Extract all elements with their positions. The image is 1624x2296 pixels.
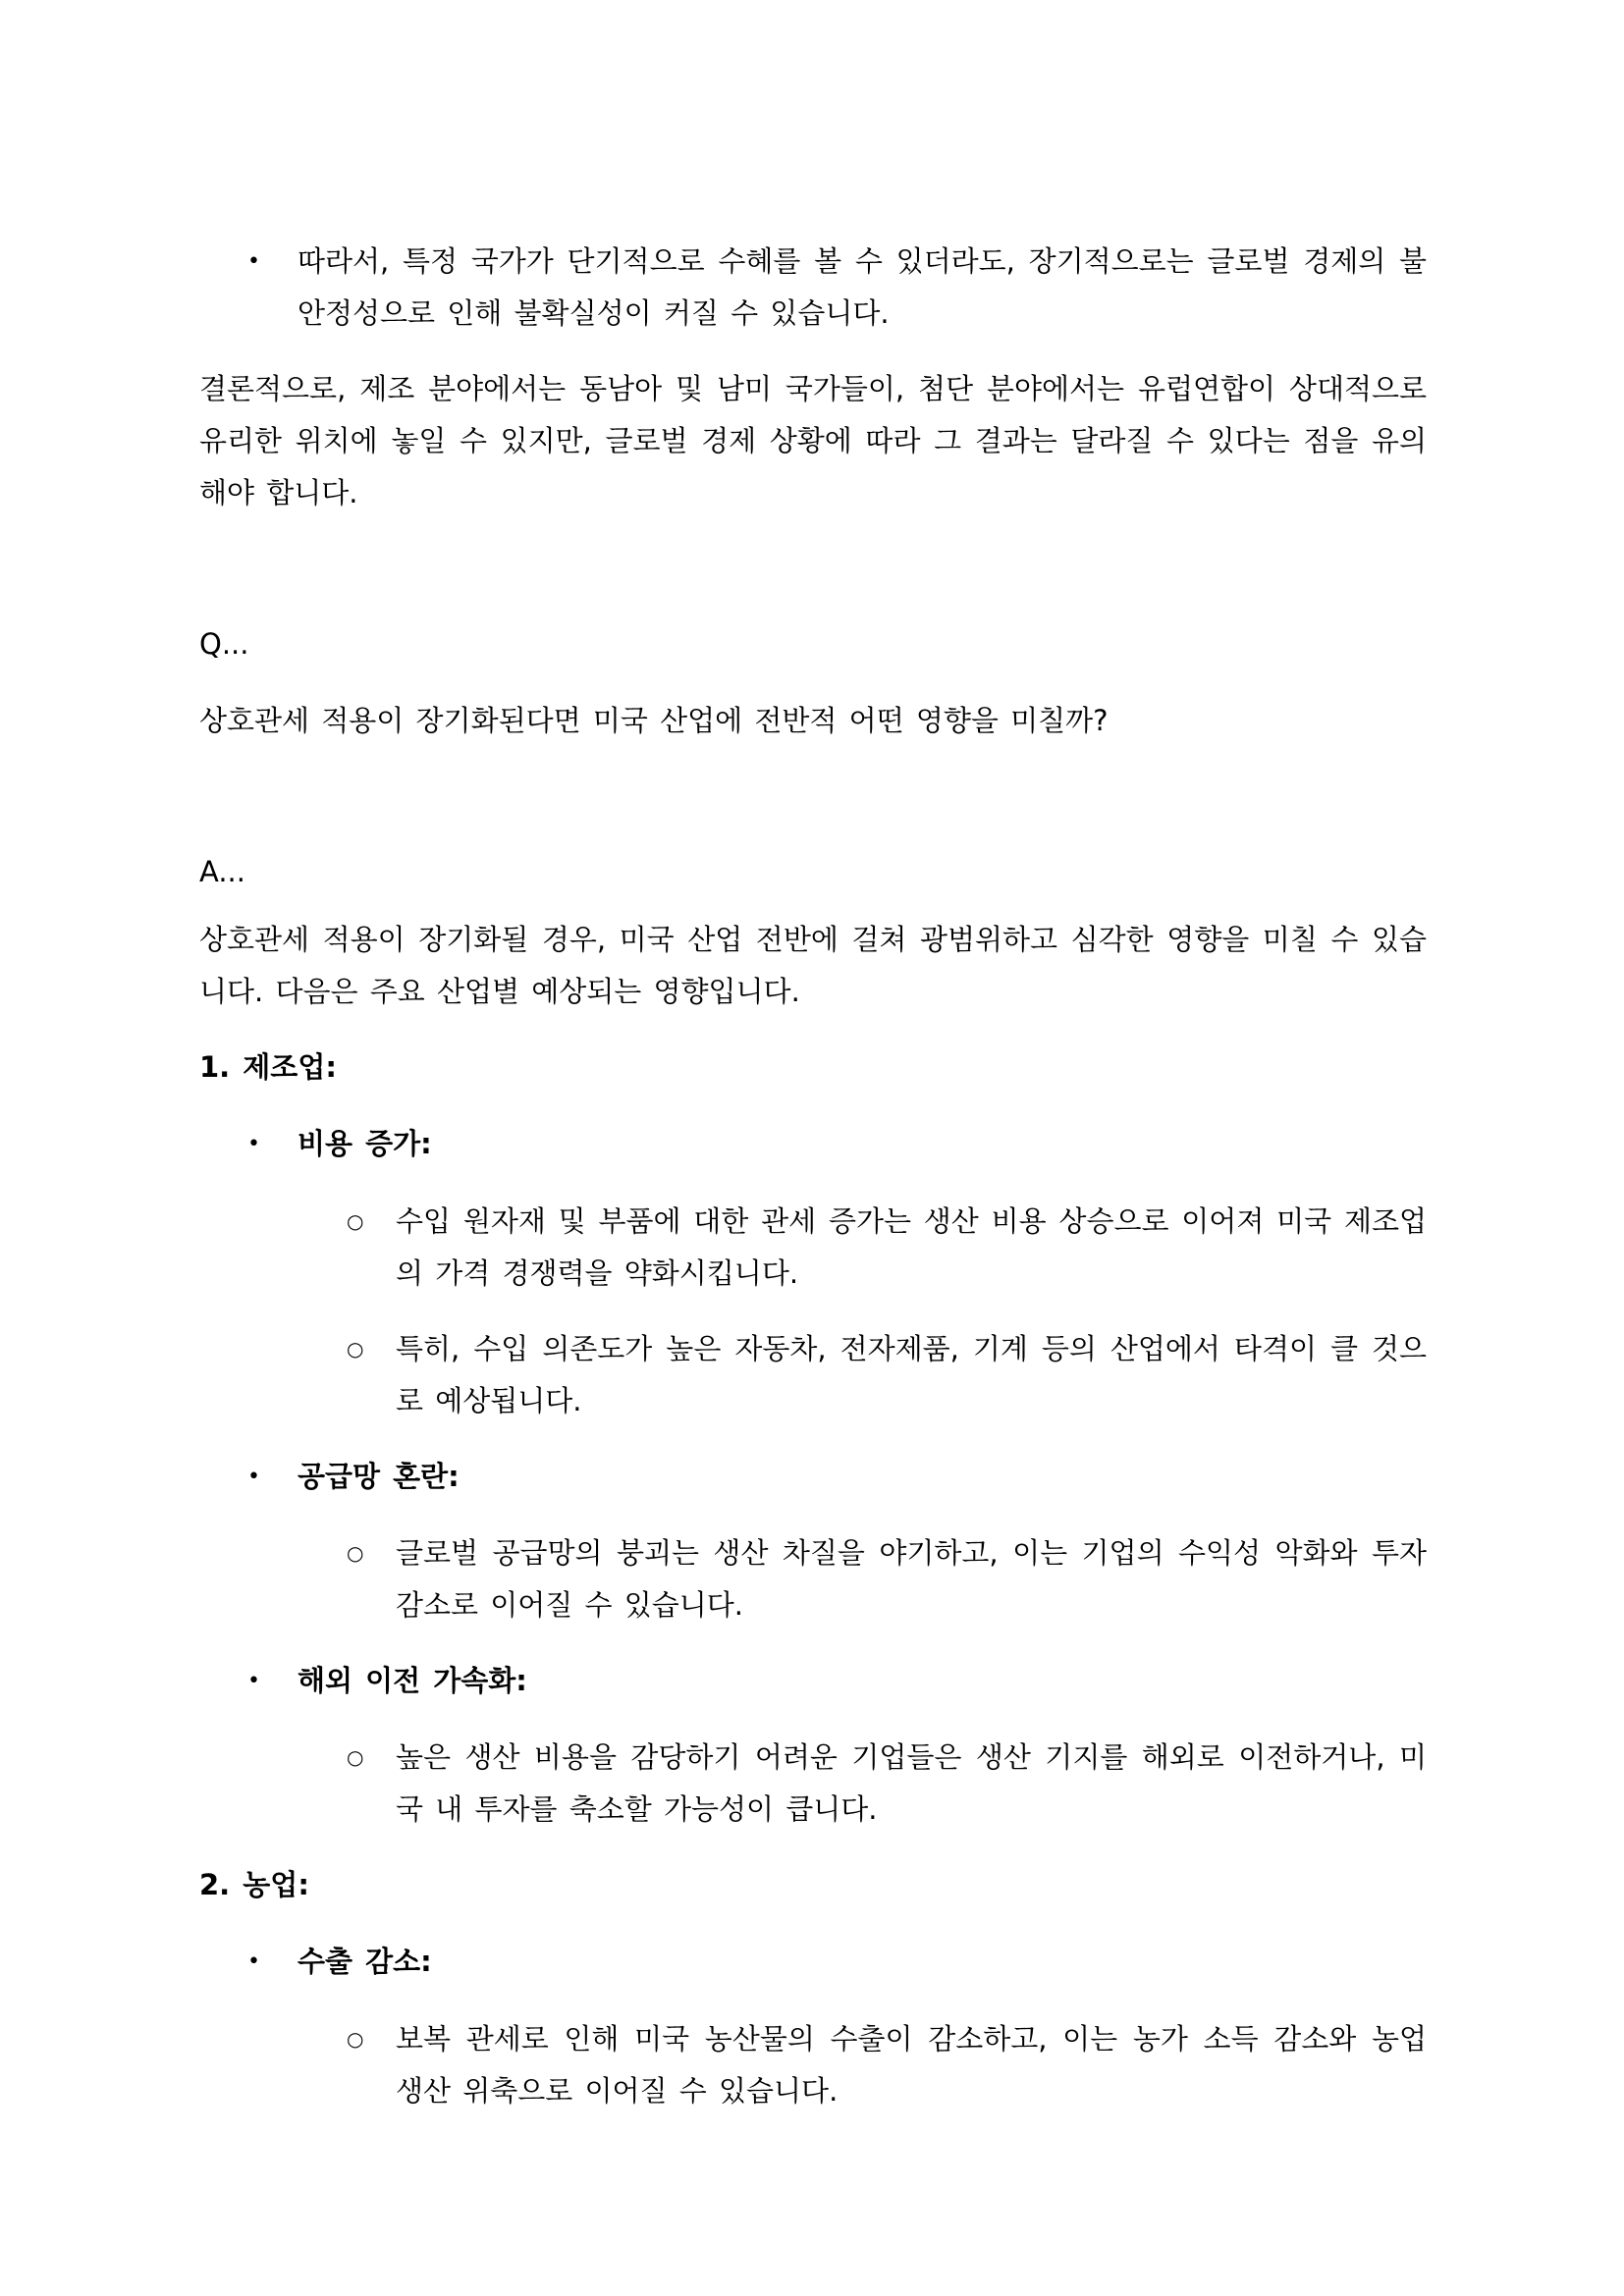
answer-intro: 상호관세 적용이 장기화될 경우, 미국 산업 전반에 걸쳐 광범위하고 심각한 영향을 미칠 수 있습니다. 다음은 주요 산업별 예상되는 영향입니다. [199,923,1427,1008]
intro-bullet-text: 따라서, 특정 국가가 단기적으로 수혜를 볼 수 있더라도, 장기적으로는 글로벌 경제의 불안정성으로 인해 불확실성이 커질 수 있습니다. [298,244,1427,330]
section-heading: 2. 농업: [199,1868,309,1901]
sub-bullet-marker: ○ [347,1209,364,1233]
question-text: 상호관세 적용이 장기화된다면 미국 산업에 전반적 어떤 영향을 미칠까? [199,704,1109,737]
answer-label: A... [199,855,245,888]
item-point: 특히, 수입 의존도가 높은 자동차, 전자제품, 기계 등의 산업에서 타격이 클 것으로 예상됩니다. [396,1332,1427,1417]
conclusion-paragraph: 결론적으로, 제조 분야에서는 동남아 및 남미 국가들이, 첨단 분야에서는 유럽연합이 상대적으로 유리한 위치에 놓일 수 있지만, 글로벌 경제 상황에 따라 그 결과는 달라질 수 있다는 점을 유의해야 합니다. [199,372,1427,509]
sub-bullet-marker: ○ [347,1337,364,1361]
bullet-marker: • [247,1669,260,1693]
item-title: 공급망 혼란: [298,1460,460,1493]
item-title: 수출 감소: [298,1945,432,1978]
item-point: 보복 관세로 인해 미국 농산물의 수출이 감소하고, 이는 농가 소득 감소와 농업 생산 위축으로 이어질 수 있습니다. [396,2022,1427,2108]
item-title: 해외 이전 가속화: [298,1664,527,1697]
item-point: 수입 원자재 및 부품에 대한 관세 증가는 생산 비용 상승으로 이어져 미국 제조업의 가격 경쟁력을 약화시킵니다. [396,1204,1427,1290]
item-point: 높은 생산 비용을 감당하기 어려운 기업들은 생산 기지를 해외로 이전하거나, 미국 내 투자를 축소할 가능성이 큽니다. [396,1740,1427,1826]
sub-bullet-marker: ○ [347,2027,364,2051]
item-title: 비용 증가: [298,1127,432,1160]
item-point: 글로벌 공급망의 붕괴는 생산 차질을 야기하고, 이는 기업의 수익성 악화와 투자 감소로 이어질 수 있습니다. [396,1536,1427,1622]
sub-bullet-marker: ○ [347,1541,364,1565]
bullet-marker: • [247,1949,260,1974]
bullet-marker: • [247,1132,260,1156]
bullet-marker: • [247,249,260,274]
section-heading: 1. 제조업: [199,1050,337,1084]
question-label: Q... [199,627,249,661]
sub-bullet-marker: ○ [347,1745,364,1769]
bullet-marker: • [247,1465,260,1489]
